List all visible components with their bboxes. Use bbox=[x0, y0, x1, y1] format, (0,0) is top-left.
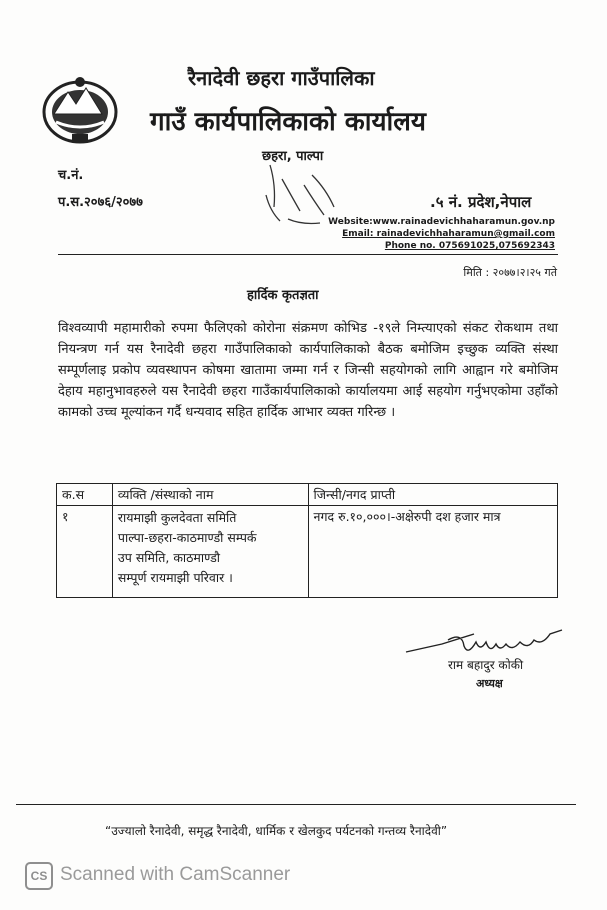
signatory-name: राम बहादुर कोकी bbox=[448, 658, 524, 672]
province-label: .५ नं. प्रदेश,नेपाल bbox=[430, 193, 532, 211]
office-name: गाउँ कार्यपालिकाको कार्यालय bbox=[150, 107, 426, 137]
row-sn: १ bbox=[57, 506, 113, 598]
signatory-title: अध्यक्ष bbox=[476, 677, 503, 690]
donor-name-line: रायमाझी कुलदेवता समिति bbox=[117, 510, 237, 525]
row-receipt: नगद रु.१०,०००।-अक्षेरुपी दश हजार मात्र bbox=[308, 506, 557, 598]
website-text: Website:www.rainadevichhaharamun.gov.np bbox=[328, 217, 555, 227]
donor-name-line: पाल्पा-छहरा-काठमाण्डौ सम्पर्क bbox=[117, 530, 257, 545]
municipality-name: रैनादेवी छहरा गाउँपालिका bbox=[188, 66, 375, 90]
camscanner-logo-icon: CS bbox=[25, 862, 53, 890]
letter-date: मिति : २०७७।२।२५ गते bbox=[463, 266, 557, 279]
footer-slogan: “उज्यालो रैनादेवी, समृद्ध रैनादेवी, धार्मिक र खेलकुद पर्यटनको गन्तव्य रैनादेवी” bbox=[105, 824, 448, 838]
letter-subject: हार्दिक कृतज्ञता bbox=[247, 288, 319, 303]
donor-name-line: सम्पूर्ण रायमाझी परिवार । bbox=[117, 570, 233, 585]
column-header-receipt: जिन्सी/नगद प्राप्ती bbox=[308, 484, 557, 506]
camscanner-watermark: Scanned with CamScanner bbox=[60, 864, 291, 885]
fiscal-year-ref: प.स.२०७६/२०७७ bbox=[58, 195, 143, 210]
table-row bbox=[57, 506, 558, 598]
municipality-emblem-icon bbox=[40, 74, 120, 144]
cha-no-label: च.नं. bbox=[58, 168, 84, 183]
email-text: Email: rainadevichhaharamun@gmail.com bbox=[342, 229, 555, 239]
phone-text: Phone no. 075691025,075692343 bbox=[384, 241, 555, 251]
table-header-row bbox=[57, 484, 558, 506]
letter-body: विश्वव्यापी महामारीको रुपमा फैलिएको कोरोना संक्रमण कोभिड -१९ले निम्त्याएको संकट रोकथाम तथा नियन्त्रण गर्न यस रैनादेवी छहरा गाउँपालिकाको कार्यपालिकाको बैठक बमोजिम इच्छुक व्यक्ति संस्था सम्पूर्णलाइ प्रकोप व्यवस्थापन कोषमा खातामा जम्मा गर्न र जिन्सी सहयोगको लागि आह्वान गरे बमोजिम देहाय महानुभावहरुले यस रैनादेवी छहरा गाउँकार्यपालिकाको कार्यालयमा आई सहयोग गर्नुभएकोमा उहाँको कामको उच्च मूल्यांकन गर्दै धन्यवाद सहित हार्दिक आभार व्यक्त गरिन्छ । bbox=[58, 321, 558, 420]
header-divider bbox=[58, 254, 558, 255]
row-donor-name bbox=[112, 506, 308, 598]
column-header-sn: क.स bbox=[57, 484, 113, 506]
stamp-text: छहरा, पाल्पा bbox=[262, 149, 324, 164]
footer-divider bbox=[16, 804, 576, 805]
donation-table bbox=[56, 483, 558, 598]
donor-name-line: उप समिति, काठमाण्डौ bbox=[117, 550, 220, 565]
column-header-name: व्यक्ति /संस्थाको नाम bbox=[112, 484, 308, 506]
